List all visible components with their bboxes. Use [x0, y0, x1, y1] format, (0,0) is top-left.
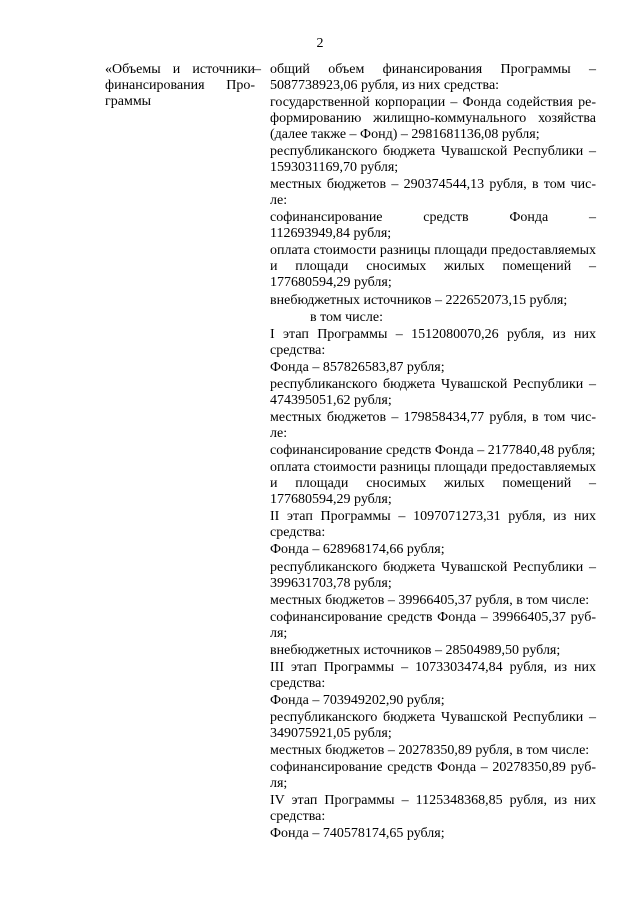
funding-line: местных бюджетов – 179858434,77 рубля, в том чис- — [270, 410, 596, 426]
funding-paragraph — [270, 360, 596, 376]
funding-paragraph — [270, 693, 596, 709]
funding-line: местных бюджетов – 290374544,13 рубля, в том чис- — [270, 177, 596, 193]
funding-line: внебюджетных источников – 222652073,15 рубля; — [270, 292, 568, 308]
funding-line: Фонда – 628968174,66 рубля; — [270, 542, 445, 558]
funding-paragraph — [270, 377, 596, 409]
funding-paragraph — [270, 610, 596, 642]
funding-paragraph — [270, 509, 596, 541]
funding-line: средства: — [270, 675, 326, 691]
funding-line: средства: — [270, 342, 326, 358]
separator-dash: – — [254, 62, 261, 77]
funding-line: 349075921,05 рубля; — [270, 726, 392, 742]
funding-line: республиканского бюджета Чувашской Республики – — [270, 710, 596, 726]
funding-paragraph — [270, 327, 596, 359]
funding-paragraph — [270, 560, 596, 592]
funding-paragraph — [270, 443, 596, 459]
funding-paragraph — [270, 62, 596, 94]
funding-line: 112693949,84 рубля; — [270, 226, 392, 242]
funding-paragraph — [270, 760, 596, 792]
funding-paragraph — [270, 410, 596, 442]
funding-line: 5087738923,06 рубля, из них средства: — [270, 78, 500, 93]
funding-line: Фонда – 857826583,87 рубля; — [270, 359, 445, 375]
funding-line: общий объем финансирования Программы – — [270, 62, 596, 77]
funding-line: ле: — [270, 426, 288, 442]
funding-line: в том числе: — [310, 309, 383, 325]
funding-line: Фонда – 703949202,90 рубля; — [270, 692, 445, 708]
funding-line: средства: — [270, 809, 326, 825]
funding-line: софинансирование средств Фонда – — [270, 210, 596, 226]
funding-line: ля; — [270, 776, 288, 792]
funding-line: местных бюджетов – 20278350,89 рубля, в том числе: — [270, 743, 590, 759]
section-label-line: граммы — [105, 94, 152, 109]
funding-paragraph — [270, 144, 596, 176]
funding-line: республиканского бюджета Чувашской Республики – — [270, 144, 596, 160]
funding-details — [270, 62, 596, 844]
page-number: 2 — [316, 36, 324, 51]
funding-line: ле: — [270, 193, 288, 209]
funding-line: III этап Программы – 1073303474,84 рубля, из них — [270, 659, 596, 675]
section-label-line: «Объемы и источники — [105, 62, 255, 77]
section-label — [105, 62, 255, 110]
funding-paragraph — [270, 710, 596, 742]
funding-line: 177680594,29 рубля; — [270, 275, 392, 291]
funding-line: республиканского бюджета Чувашской Республики – — [270, 559, 596, 575]
funding-line: (далее также – Фонд) – 2981681136,08 рубля; — [270, 127, 540, 143]
funding-line: государственной корпорации – Фонда содействия ре- — [270, 95, 596, 111]
funding-paragraph — [270, 743, 596, 759]
funding-line: формированию жилищно-коммунального хозяйства — [270, 111, 596, 127]
funding-paragraph — [270, 643, 596, 659]
funding-line: ля; — [270, 625, 288, 641]
funding-line: II этап Программы – 1097071273,31 рубля, из них — [270, 509, 596, 525]
funding-paragraph — [270, 293, 596, 309]
funding-line: софинансирование средств Фонда – 39966405,37 руб- — [270, 609, 596, 625]
funding-paragraph — [270, 660, 596, 692]
funding-line: 1593031169,70 рубля; — [270, 160, 399, 176]
funding-paragraph — [270, 177, 596, 209]
funding-line: оплата стоимости разницы площади предоставляемых — [270, 460, 596, 476]
funding-line: 177680594,29 рубля; — [270, 492, 392, 508]
funding-paragraph — [270, 243, 596, 291]
funding-paragraph — [270, 310, 596, 326]
funding-line: IV этап Программы – 1125348368,85 рубля, из них — [270, 793, 596, 809]
funding-line: софинансирование средств Фонда – 2177840,48 рубля; — [270, 443, 596, 459]
funding-line: и площади сносимых жилых помещений – — [270, 476, 596, 492]
funding-line: 399631703,78 рубля; — [270, 575, 392, 591]
funding-line: оплата стоимости разницы площади предоставляемых — [270, 243, 596, 259]
funding-paragraph — [270, 542, 596, 558]
funding-line: Фонда – 740578174,65 рубля; — [270, 826, 445, 842]
funding-paragraph — [270, 460, 596, 508]
funding-paragraph — [270, 95, 596, 143]
funding-paragraph — [270, 210, 596, 242]
funding-line: и площади сносимых жилых помещений – — [270, 259, 596, 275]
funding-line: 474395051,62 рубля; — [270, 392, 392, 408]
funding-paragraph — [270, 593, 596, 609]
funding-paragraph — [270, 826, 596, 842]
funding-paragraph — [270, 793, 596, 825]
funding-line: республиканского бюджета Чувашской Республики – — [270, 376, 596, 392]
section-label-line: финансирования Про- — [105, 78, 255, 93]
funding-line: местных бюджетов – 39966405,37 рубля, в том числе: — [270, 592, 590, 608]
funding-line: средства: — [270, 525, 326, 541]
funding-line: внебюджетных источников – 28504989,50 рубля; — [270, 642, 561, 658]
funding-line: софинансирование средств Фонда – 20278350,89 руб- — [270, 760, 596, 776]
funding-line: I этап Программы – 1512080070,26 рубля, из них — [270, 326, 596, 342]
